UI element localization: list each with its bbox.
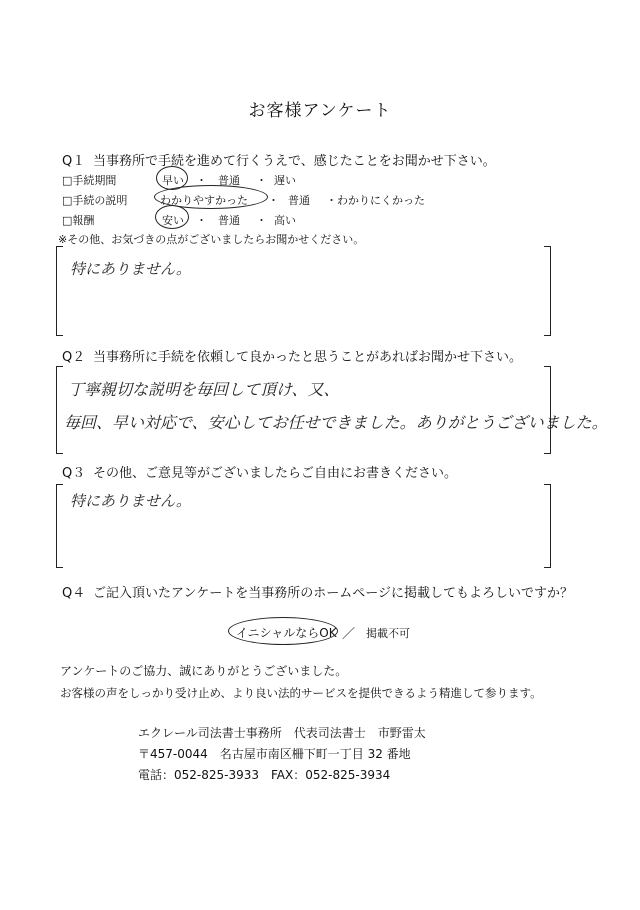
q3-handwritten-answer: 特にありません。: [70, 492, 191, 510]
option-hard-to-understand: ・わかりにくかった: [326, 194, 425, 207]
thanks-message: アンケートのご協力、誠にありがとうございました。: [60, 664, 348, 678]
q2-question: 当事務所に手続を依頼して良かったと思うことがあればお聞かせ下さい。: [93, 350, 523, 365]
office-address: 〒457-0044 名古屋市南区柵下町一丁目 32 番地: [138, 747, 411, 761]
selection-circle: [155, 205, 189, 229]
option-normal: 普通: [288, 194, 310, 207]
q3-number: Q３: [62, 466, 86, 481]
q1-question: 当事務所で手続を進めて行くうえで、感じたことをお聞かせ下さい。: [93, 154, 496, 169]
q1-handwritten-answer: 特にありません。: [70, 260, 191, 278]
option-easy-to-understand: わかりやすかった: [160, 194, 248, 207]
option-separator: ・: [256, 174, 267, 187]
option-separator-slash: ／: [342, 627, 356, 642]
option-expensive: 高い: [274, 214, 296, 227]
option-separator: ・: [256, 214, 267, 227]
option-initials-ok: イニシャルならOK: [236, 626, 337, 640]
q4-number: Q４: [62, 586, 86, 601]
page-title: お客様アンケート: [248, 101, 392, 121]
q1-row-fee-label: □報酬: [62, 214, 95, 227]
office-name: エクレール司法書士事務所 代表司法書士 市野雷太: [138, 726, 426, 740]
selection-circle: [228, 617, 338, 645]
answer-box-left: [56, 484, 63, 568]
answer-box-right: [544, 484, 551, 568]
option-normal: 普通: [218, 214, 240, 227]
q2-handwritten-line-1: 丁寧親切な説明を毎回して頂け、又、: [68, 380, 340, 399]
office-contact: 電話：052-825-3933 FAX：052-825-3934: [138, 768, 391, 782]
q4-question: ご記入頂いたアンケートを当事務所のホームページに掲載してもよろしいですか？: [93, 586, 573, 601]
option-separator: ・: [268, 194, 279, 207]
option-normal: 普通: [218, 174, 240, 187]
q2-number: Q２: [62, 350, 86, 365]
commitment-message: お客様の声をしっかり受け止め、より良い法的サービスを提供できるよう精進して参ります。: [60, 686, 542, 700]
option-cheap: 安い: [162, 214, 184, 227]
answer-box-right: [544, 246, 551, 336]
q1-row-explanation-label: □手続の説明: [62, 194, 128, 207]
q2-handwritten-line-2: 毎回、早い対応で、安心してお任せできました。ありがとうございました。: [64, 413, 608, 432]
option-no-publish: 掲載不可: [366, 627, 410, 640]
q1-note: ※その他、お気づきの点がございましたらお聞かせください。: [58, 233, 365, 246]
option-separator: ・: [196, 214, 207, 227]
q1-row-period-label: □手続期間: [62, 174, 117, 187]
q3-question: その他、ご意見等がございましたらご自由にお書きください。: [93, 466, 458, 481]
option-slow: 遅い: [274, 174, 296, 187]
answer-box-left: [56, 246, 63, 336]
option-fast: 早い: [162, 174, 184, 187]
option-separator: ・: [196, 174, 207, 187]
answer-box-left: [56, 366, 63, 454]
q1-number: Q１: [62, 154, 86, 169]
